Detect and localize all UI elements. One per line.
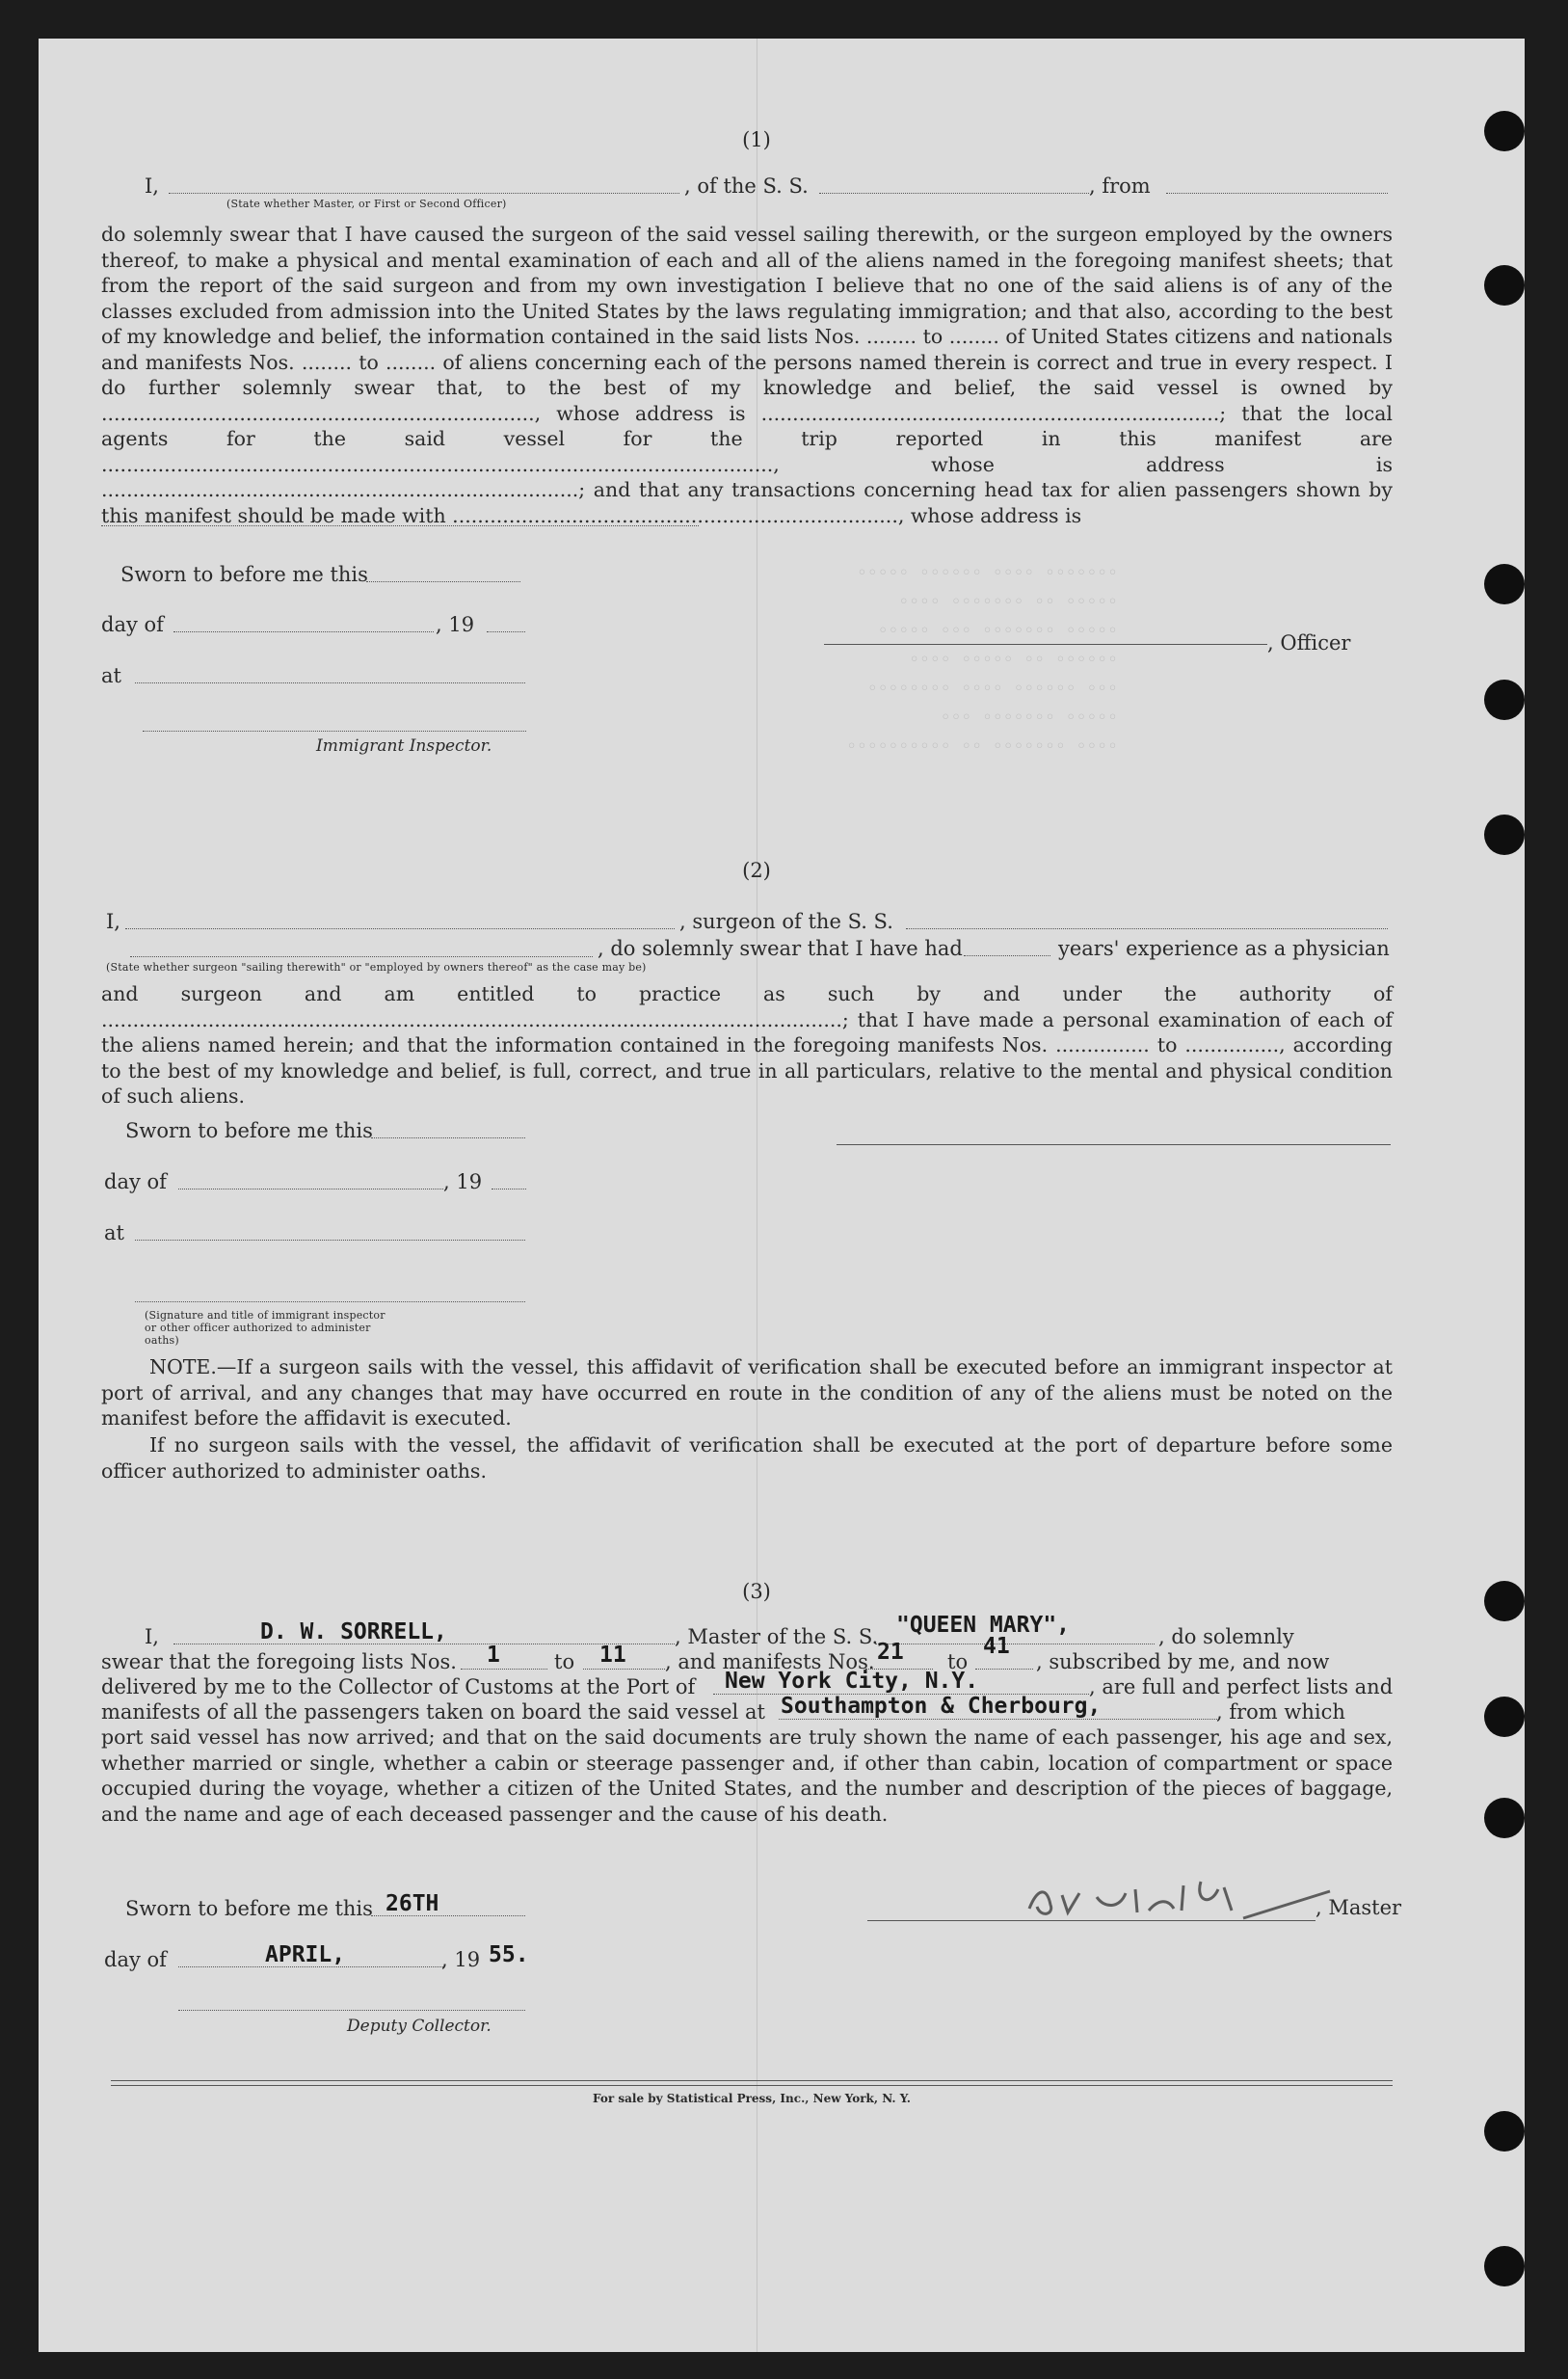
punch-hole [1484,1798,1525,1838]
section-number: (1) [742,128,771,151]
bleed-through-text: ◦◦◦◦◦◦◦ ◦◦◦◦ ◦◦◦◦◦◦ ◦◦◦◦◦ ◦◦◦◦◦ ◦◦ ◦◦◦◦◦◦◦ ◦◦◦◦ ◦◦◦◦◦ ◦◦◦◦◦◦◦ ◦◦◦ ◦◦◦◦◦ ◦◦◦◦◦◦ ◦◦ ◦◦◦◦◦ ◦◦◦◦ ◦◦◦ ◦◦◦◦◦◦ ◦◦◦◦ ◦◦◦◦◦◦◦◦ ◦◦◦◦◦ ◦◦◦◦◦◦◦ ◦◦◦ ◦◦◦◦ ◦◦◦◦◦◦◦ ◦◦ ◦◦◦◦◦◦◦◦◦◦ [846,563,1118,757]
sworn-label: Sworn to before me this [125,1897,373,1920]
inspector-signature-line [143,731,526,732]
manifests-of-label: manifests of all the passengers taken on board the said vessel at [101,1700,765,1724]
sworn-label: Sworn to before me this [120,563,368,586]
punch-hole [1484,2246,1525,2286]
officer-name-line [169,193,679,194]
printer-footer: For sale by Statistical Press, Inc., New York, N. Y. [593,2092,911,2105]
ship-name-value: "QUEEN MARY", [896,1613,1071,1638]
year-line [487,631,525,632]
master-of-label: , Master of the S. S. [675,1625,879,1648]
section3-i-label: I, [145,1625,159,1648]
swear-label: , do solemnly swear that I have had [598,937,963,960]
subscribed-label: , subscribed by me, and now [1036,1650,1330,1673]
embark-value: Southampton & Cherbourg, [781,1694,1102,1719]
at-label: at [104,1221,124,1244]
list-from-value: 1 [487,1643,500,1668]
deputy-caption: Deputy Collector. [347,2017,492,2036]
and-manifests-label: , and manifests Nos. [665,1650,875,1673]
year-prefix-label: , 19 [441,1948,481,1971]
manifest-from-value: 21 [877,1640,904,1665]
note-paragraph: If no surgeon sails with the vessel, the affidavit of verification shall be executed at the port of departure before some officer authorized to administer oaths. [101,1433,1393,1483]
surgeon-title-line [130,956,593,957]
at-line [135,1240,525,1241]
punch-hole [1484,265,1525,306]
surgeon-caption: (State whether surgeon "sailing therewith" or "employed by owners thereof" as the case may be) [106,961,647,974]
year-label: , 19 [436,613,475,636]
footer-rule [111,2080,1393,2081]
from-which-label: , from which [1216,1700,1345,1724]
surgeon-of-label: , surgeon of the S. S. [679,910,893,933]
master-signature [1012,1851,1340,1928]
officer-label: , Officer [1267,631,1351,655]
manifest-affidavit-page [39,39,1525,2352]
full-lists-label: , are full and perfect lists and [1089,1675,1394,1698]
master-name-value: D. W. SORRELL, [260,1619,447,1644]
section3-body: port said vessel has now arrived; and that on the said documents are truly shown the name of each passenger, his age and sex, whether married or single, whether a cabin or steerage passenger and, if other than cabin, location of compartment or space occupied during the voyage, whether a citizen of the United States, and the number and description of the pieces of baggage, and the name and age of each deceased passenger and the cause of his death. [101,1725,1393,1826]
punch-hole [1484,2111,1525,2152]
note-paragraph: NOTE.—If a surgeon sails with the vessel, this affidavit of verification shall be executed before an immigrant inspector at port of arrival, and any changes that may have occurred en route in the condition of any of the aliens must be noted on the manifest before the affidavit is executed. [101,1355,1393,1430]
delivered-label: delivered by me to the Collector of Customs at the Port of [101,1675,696,1698]
inspector-caption: Immigrant Inspector. [316,736,492,756]
punch-hole [1484,680,1525,720]
section-number: (3) [742,1580,771,1603]
embark-line [779,1719,1217,1720]
year-label: , 19 [443,1170,483,1193]
oath-caption: (Signature and title of immigrant inspector or other officer authorized to administer oaths) [145,1309,385,1347]
day-of-line [178,1189,443,1190]
deputy-signature-line [178,2010,525,2011]
section2-body: and surgeon and am entitled to practice as such by and under the authority of ......................................................................................................................; that I have made a personal examination of each of the aliens named herein; and that the information contained in the foregoing manifests Nos. ............... to ..............., according to the best of my knowledge and belief, is full, correct, and true in all particulars, relative to the mental and physical condition of such aliens. [101,982,1393,1108]
punch-hole [1484,815,1525,855]
list-to-line [583,1669,665,1670]
section2-i-label: I, [106,910,120,933]
of-ss-label: , of the S. S. [684,174,809,198]
surgeon-signature-line [837,1144,1391,1145]
punch-hole [1484,1697,1525,1737]
surgeon-name-line [125,928,675,929]
day-of-label: day of [101,613,164,636]
section-number: (2) [742,859,771,882]
port-value: New York City, N.Y. [725,1669,979,1694]
officer-caption: (State whether Master, or First or Second Officer) [226,198,507,210]
master-label: , Master [1316,1896,1402,1919]
day-of-label: day of [104,1948,167,1971]
year-line [492,1189,526,1190]
sworn-day-value: 26TH [385,1891,439,1916]
to-label: to [554,1650,575,1673]
at-line [135,682,525,683]
at-label: at [101,664,121,687]
manifest-to-value: 41 [983,1634,1010,1659]
from-port-line [1166,193,1388,194]
month-value: APRIL, [265,1942,346,1967]
year-value: 55. [489,1942,529,1967]
footer-rule [111,2085,1393,2086]
sworn-label: Sworn to before me this [125,1119,373,1142]
punch-hole [1484,111,1525,151]
day-of-label: day of [104,1170,167,1193]
ship-name-line [819,193,1089,194]
section1-i-label: I, [145,174,159,198]
surgeon-ship-line [906,928,1388,929]
punch-hole [1484,564,1525,604]
day-of-line [173,631,434,632]
address-continuation-line [101,525,699,526]
punch-hole [1484,1581,1525,1621]
oath-signature-line [135,1301,525,1302]
from-label: , from [1089,174,1151,198]
sworn-day-line [371,1137,525,1138]
sworn-day-line [366,581,520,582]
list-from-line [461,1669,547,1670]
years-line [964,955,1050,956]
years-label: years' experience as a physician [1058,937,1390,960]
to-label: to [947,1650,969,1673]
do-solemnly-label: , do solemnly [1158,1625,1294,1648]
manifest-to-line [975,1669,1033,1670]
section1-body: do solemnly swear that I have caused the surgeon of the said vessel sailing therewith, or the surgeon employed by the owners thereof, to make a physical and mental examination of each and all of the aliens named in the foregoing manifest sheets; that from the report of the said surgeon and from my own investigation I believe that no one of the said aliens is of any of the classes excluded from admission into the United States by the laws regulating immigration; and that also, according to the best of my knowledge and belief, the information contained in the said lists Nos. ........ to ........ of United States citizens and nationals and manifests Nos. ........ to ........ of aliens concerning each of the persons named therein is correct and true in every respect. I do further solemnly swear that, to the best of my knowledge and belief, the said vessel is owned by ....................................................................., whose address is .........................................................................; that the local agents for the said vessel for the trip reported in this manifest are ..........................................................................................................., whose address is ............................................................................; and that any transactions concerning head tax for alien passengers shown by this manifest should be made with ......................................................................., whose address is [101,223,1393,527]
swear-lists-label: swear that the foregoing lists Nos. [101,1650,457,1673]
list-to-value: 11 [599,1643,626,1668]
